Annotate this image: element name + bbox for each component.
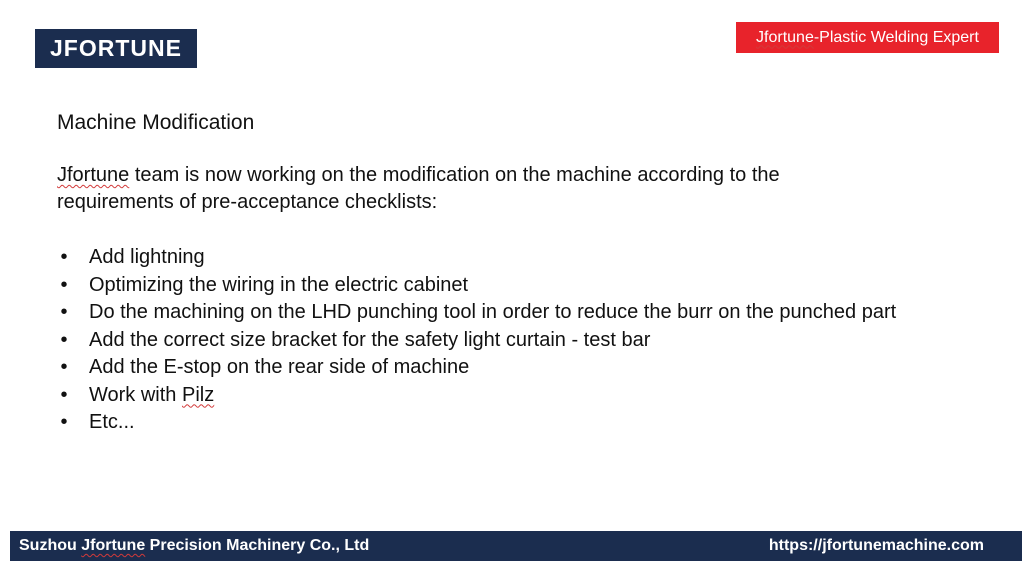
list-item — [57, 244, 927, 272]
list-item — [57, 354, 927, 382]
list-item-text: Add the E-stop on the rear side of machine — [89, 356, 470, 378]
bullet-icon: • — [60, 411, 68, 433]
list-item — [57, 299, 927, 327]
bullet-icon: • — [60, 328, 68, 351]
intro-text: team is now working on the modification on the machine according to the requirements of pre-acceptance checklists: — [57, 164, 780, 213]
footer-company — [19, 537, 369, 555]
intro-paragraph — [57, 162, 877, 216]
list-item-text: Optimizing the wiring in the electric cabinet — [89, 273, 469, 296]
list-item-text: Add the correct size bracket for the safety light curtain - test bar — [89, 328, 651, 351]
intro-brand: Jfortune — [57, 164, 130, 186]
pilz-text: Pilz — [181, 383, 215, 406]
list-item — [57, 272, 927, 300]
tagline-badge — [736, 22, 999, 53]
company-logo — [35, 29, 197, 68]
list-item — [57, 327, 927, 355]
footer-company-prefix: Suzhou — [19, 537, 82, 554]
tagline-brand: Jfortune — [756, 28, 814, 46]
bullet-icon: • — [60, 273, 68, 296]
footer-bar — [10, 531, 1022, 561]
list-item-text: Do the machining on the LHD punching tool in order to reduce the burr on the punched part — [89, 301, 897, 323]
bullet-icon: • — [60, 301, 68, 323]
footer-company-rest: Precision Machinery Co., Ltd — [145, 537, 370, 554]
footer-company-brand: Jfortune — [81, 537, 146, 554]
list-item — [57, 382, 927, 410]
footer-website-link[interactable]: https://jfortunemachine.com — [768, 537, 984, 554]
tagline-rest: -Plastic Welding Expert — [813, 28, 979, 46]
list-item — [57, 409, 927, 437]
bullet-icon: • — [60, 356, 68, 378]
logo-text: JFORTUNE — [50, 35, 182, 61]
modification-list — [57, 244, 927, 437]
slide-title: Machine Modification — [57, 111, 255, 134]
list-item-text: Add lightning — [89, 246, 205, 268]
list-item-text: Work with — [89, 383, 182, 406]
bullet-icon: • — [60, 383, 68, 406]
bullet-icon: • — [60, 246, 68, 268]
list-item-text: Etc... — [89, 411, 135, 433]
